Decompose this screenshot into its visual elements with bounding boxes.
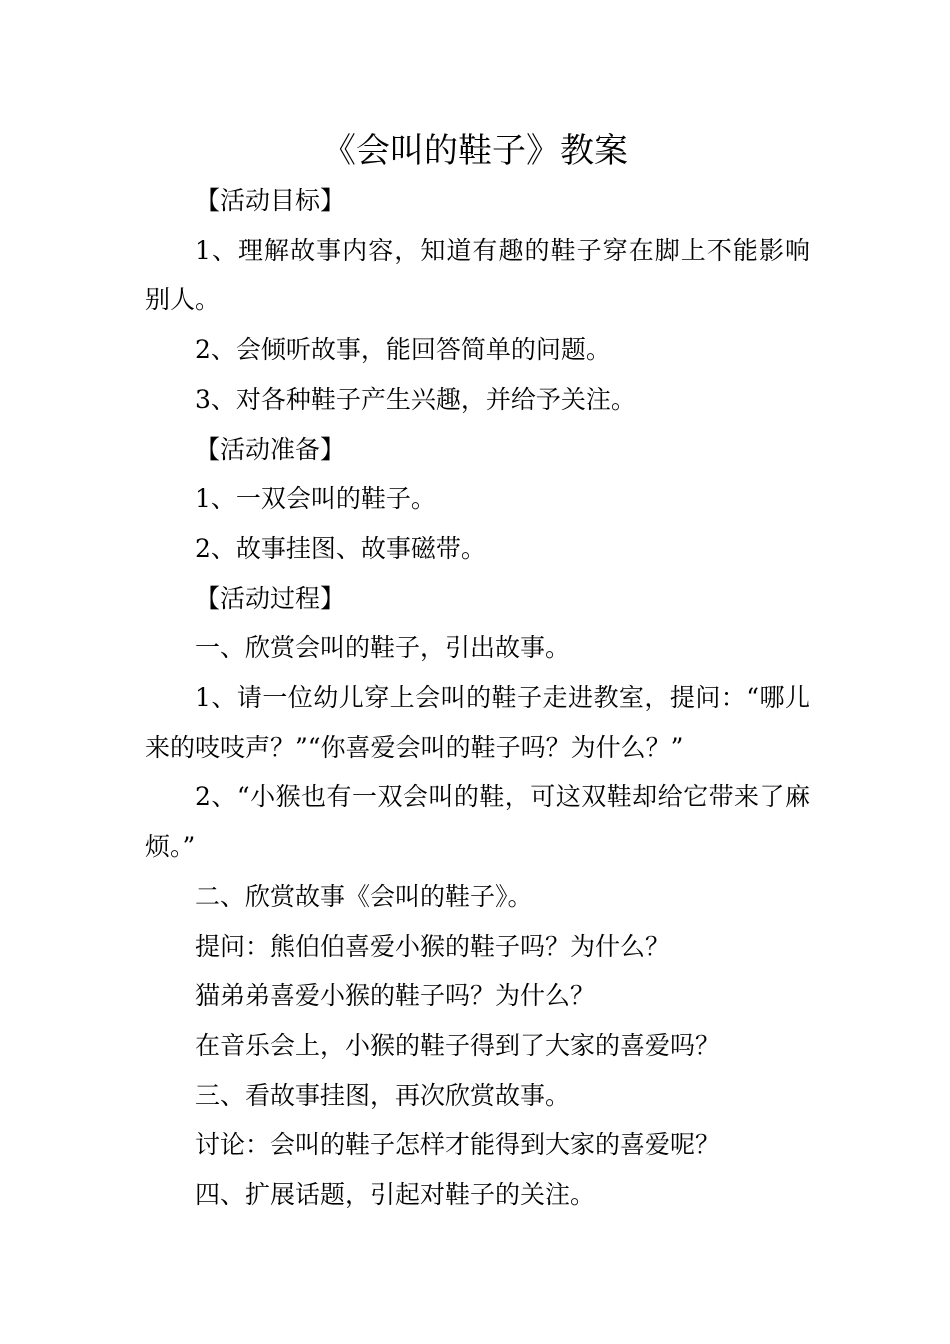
process-step-2: 二、欣赏故事《会叫的鞋子》。 xyxy=(195,881,533,911)
process-step-4: 四、扩展话题，引起对鞋子的关注。 xyxy=(195,1180,596,1210)
question-3: 在音乐会上，小猴的鞋子得到了大家的喜爱吗？ xyxy=(195,1030,721,1060)
document-body xyxy=(145,176,810,1220)
process-step-1-item-1: 1、请一位幼儿穿上会叫的鞋子走进教室，提问：“哪儿来的吱吱声？”“你喜爱会叫的鞋子吗？为什么？” xyxy=(145,683,810,762)
goal-item-2: 2、会倾听故事，能回答简单的问题。 xyxy=(195,335,611,365)
process-step-1-item-2: 2、“小猴也有一双会叫的鞋，可这双鞋却给它带来了麻烦。” xyxy=(145,782,810,862)
section-heading-preparation: 【活动准备】 xyxy=(195,434,346,464)
process-step-1: 一、欣赏会叫的鞋子，引出故事。 xyxy=(195,633,571,663)
goal-item-1: 1、理解故事内容，知道有趣的鞋子穿在脚上不能影响别人。 xyxy=(145,235,810,315)
question-1: 提问：熊伯伯喜爱小猴的鞋子吗？为什么？ xyxy=(195,931,671,961)
document-title: 《会叫的鞋子》教案 xyxy=(322,131,628,171)
preparation-item-2: 2、故事挂图、故事磁带。 xyxy=(195,533,486,563)
question-2: 猫弟弟喜爱小猴的鞋子吗？为什么？ xyxy=(195,981,596,1011)
preparation-item-1: 1、一双会叫的鞋子。 xyxy=(195,484,436,514)
discussion: 讨论：会叫的鞋子怎样才能得到大家的喜爱呢？ xyxy=(195,1130,721,1160)
goal-item-3: 3、对各种鞋子产生兴趣，并给予关注。 xyxy=(195,384,636,414)
section-heading-process: 【活动过程】 xyxy=(195,583,346,613)
section-heading-goals: 【活动目标】 xyxy=(195,186,346,215)
process-step-3: 三、看故事挂图，再次欣赏故事。 xyxy=(195,1080,571,1110)
